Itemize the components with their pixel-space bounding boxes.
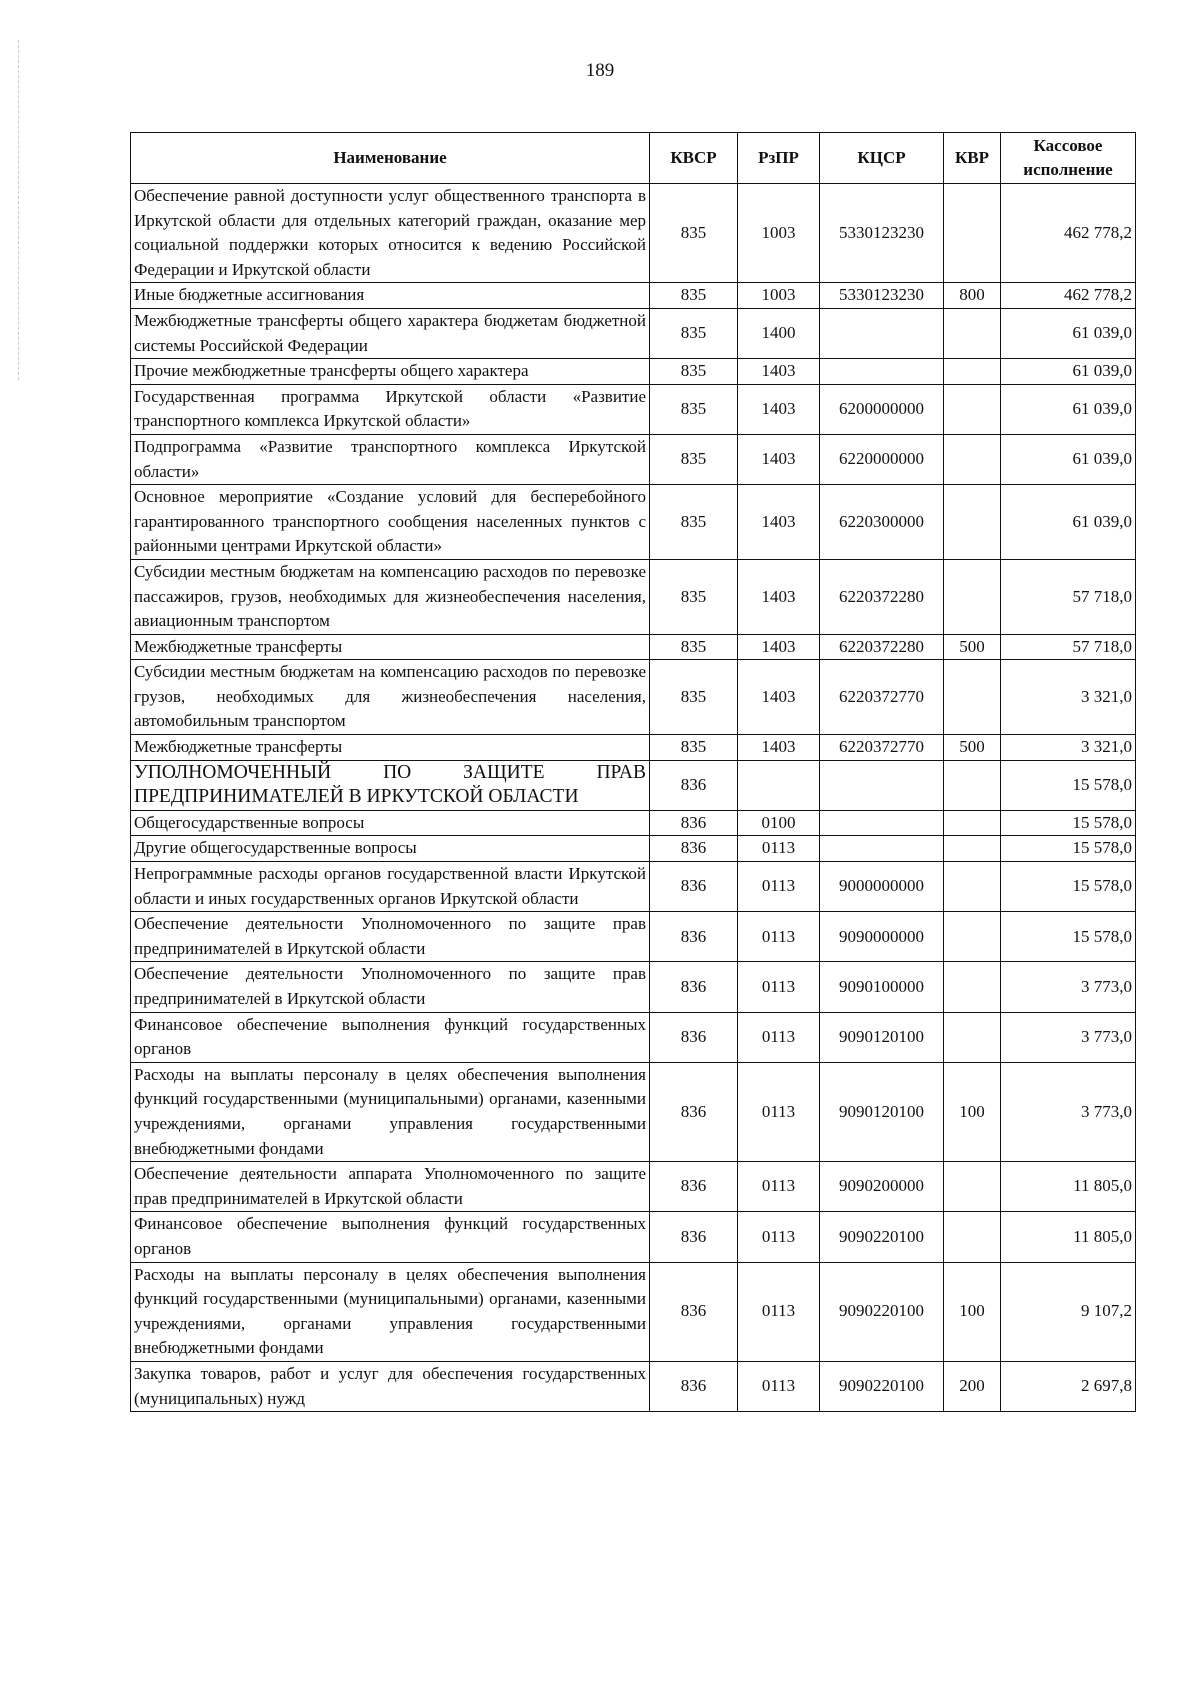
row-name-cell: Обеспечение деятельности Уполномоченного по защите прав предпринимателей в Иркутской области: [131, 962, 650, 1012]
table-row: [131, 485, 1136, 560]
row-name-cell: Обеспечение равной доступности услуг общественного транспорта в Иркутской области для отдельных категорий граждан, оказание мер социальной поддержки которых относится к ведению Российской Федерации и Иркутской области: [131, 184, 650, 283]
row-kvr-cell: [944, 434, 1001, 484]
header-kvr: КВР: [944, 133, 1001, 184]
row-rzpr-cell: 0113: [738, 962, 820, 1012]
row-kcsr-cell: 9090120100: [820, 1062, 944, 1161]
row-rzpr-cell: 0113: [738, 1361, 820, 1411]
table-row: [131, 559, 1136, 634]
row-kvsr-cell: 835: [650, 384, 738, 434]
row-rzpr-cell: 1403: [738, 735, 820, 761]
row-rzpr-cell: 1403: [738, 434, 820, 484]
row-amount-cell: 462 778,2: [1001, 283, 1136, 309]
table-row: [131, 434, 1136, 484]
table-row: [131, 862, 1136, 912]
row-kcsr-cell: [820, 359, 944, 385]
row-amount-cell: 9 107,2: [1001, 1262, 1136, 1361]
row-amount-cell: 3 321,0: [1001, 660, 1136, 735]
row-kcsr-cell: 6220000000: [820, 434, 944, 484]
row-kvr-cell: 800: [944, 283, 1001, 309]
row-kvsr-cell: 836: [650, 1212, 738, 1262]
header-name: Наименование: [131, 133, 650, 184]
row-rzpr-cell: 1400: [738, 308, 820, 358]
header-amount: Кассовое исполнение: [1001, 133, 1136, 184]
row-kcsr-cell: 6220300000: [820, 485, 944, 560]
row-name-cell: Расходы на выплаты персоналу в целях обеспечения выполнения функций государственными (муниципальными) органами, казенными учреждениями, органами управления государственными внебюджетными фондами: [131, 1262, 650, 1361]
row-amount-cell: 3 773,0: [1001, 1012, 1136, 1062]
row-kvr-cell: 500: [944, 735, 1001, 761]
row-amount-cell: 57 718,0: [1001, 634, 1136, 660]
header-kcsr: КЦСР: [820, 133, 944, 184]
table-row: [131, 1361, 1136, 1411]
row-amount-cell: 61 039,0: [1001, 384, 1136, 434]
row-kvr-cell: [944, 384, 1001, 434]
row-kvsr-cell: 836: [650, 1012, 738, 1062]
row-name-cell: Обеспечение деятельности Уполномоченного по защите прав предпринимателей в Иркутской области: [131, 912, 650, 962]
row-amount-cell: 57 718,0: [1001, 559, 1136, 634]
row-amount-cell: 462 778,2: [1001, 184, 1136, 283]
row-name-cell: Общегосударственные вопросы: [131, 810, 650, 836]
row-kvsr-cell: 836: [650, 862, 738, 912]
row-amount-cell: 15 578,0: [1001, 760, 1136, 810]
row-rzpr-cell: 0113: [738, 1262, 820, 1361]
row-name-cell: Расходы на выплаты персоналу в целях обеспечения выполнения функций государственными (муниципальными) органами, казенными учреждениями, органами управления государственными внебюджетными фондами: [131, 1062, 650, 1161]
row-amount-cell: 61 039,0: [1001, 485, 1136, 560]
budget-table: [130, 132, 1136, 1412]
table-body: [131, 184, 1136, 1412]
row-kcsr-cell: 9090120100: [820, 1012, 944, 1062]
row-kcsr-cell: 9090000000: [820, 912, 944, 962]
row-amount-cell: 61 039,0: [1001, 308, 1136, 358]
row-name-cell: Субсидии местным бюджетам на компенсацию расходов по перевозке грузов, необходимых для жизнеобеспечения населения, автомобильным транспортом: [131, 660, 650, 735]
row-kvr-cell: [944, 912, 1001, 962]
table-row: [131, 384, 1136, 434]
row-name-cell: Закупка товаров, работ и услуг для обеспечения государственных (муниципальных) нужд: [131, 1361, 650, 1411]
row-kvsr-cell: 835: [650, 359, 738, 385]
table-row: [131, 1262, 1136, 1361]
table-row: [131, 836, 1136, 862]
row-name-cell: Финансовое обеспечение выполнения функций государственных органов: [131, 1012, 650, 1062]
table-row: [131, 359, 1136, 385]
row-name-cell: Прочие межбюджетные трансферты общего характера: [131, 359, 650, 385]
row-kvr-cell: [944, 836, 1001, 862]
row-amount-cell: 3 773,0: [1001, 962, 1136, 1012]
table-row: [131, 760, 1136, 810]
row-kvr-cell: [944, 862, 1001, 912]
table-row: [131, 283, 1136, 309]
row-kvsr-cell: 835: [650, 634, 738, 660]
row-kcsr-cell: 6220372770: [820, 735, 944, 761]
row-name-cell: Другие общегосударственные вопросы: [131, 836, 650, 862]
header-rzpr: РзПР: [738, 133, 820, 184]
row-kcsr-cell: 5330123230: [820, 184, 944, 283]
row-kcsr-cell: [820, 836, 944, 862]
row-kvsr-cell: 835: [650, 559, 738, 634]
row-rzpr-cell: 0113: [738, 1062, 820, 1161]
table-row: [131, 962, 1136, 1012]
table-row: [131, 634, 1136, 660]
row-kcsr-cell: 6200000000: [820, 384, 944, 434]
row-name-cell: УПОЛНОМОЧЕННЫЙ ПО ЗАЩИТЕ ПРАВ ПРЕДПРИНИМАТЕЛЕЙ В ИРКУТСКОЙ ОБЛАСТИ: [131, 760, 650, 810]
row-kcsr-cell: 9000000000: [820, 862, 944, 912]
row-kvsr-cell: 836: [650, 760, 738, 810]
scan-margin-marks: [18, 40, 27, 380]
table-row: [131, 1062, 1136, 1161]
row-kvsr-cell: 836: [650, 962, 738, 1012]
row-rzpr-cell: 0100: [738, 810, 820, 836]
row-rzpr-cell: 1403: [738, 634, 820, 660]
row-rzpr-cell: 1403: [738, 559, 820, 634]
row-name-cell: Подпрограмма «Развитие транспортного комплекса Иркутской области»: [131, 434, 650, 484]
row-kvsr-cell: 836: [650, 836, 738, 862]
table-row: [131, 660, 1136, 735]
row-kvr-cell: [944, 962, 1001, 1012]
row-kcsr-cell: 9090220100: [820, 1212, 944, 1262]
row-kvsr-cell: 835: [650, 184, 738, 283]
row-rzpr-cell: 0113: [738, 1162, 820, 1212]
row-kvr-cell: [944, 1012, 1001, 1062]
row-rzpr-cell: 0113: [738, 862, 820, 912]
row-amount-cell: 3 321,0: [1001, 735, 1136, 761]
row-name-cell: Основное мероприятие «Создание условий для бесперебойного гарантированного транспортного сообщения населенных пунктов с районными центрами Иркутской области»: [131, 485, 650, 560]
row-kvsr-cell: 836: [650, 1262, 738, 1361]
row-rzpr-cell: 1403: [738, 660, 820, 735]
table-row: [131, 735, 1136, 761]
row-name-cell: Межбюджетные трансферты общего характера бюджетам бюджетной системы Российской Федерации: [131, 308, 650, 358]
row-name-cell: Обеспечение деятельности аппарата Уполномоченного по защите прав предпринимателей в Иркутской области: [131, 1162, 650, 1212]
row-rzpr-cell: 1403: [738, 359, 820, 385]
row-rzpr-cell: [738, 760, 820, 810]
table-row: [131, 912, 1136, 962]
row-kcsr-cell: 6220372770: [820, 660, 944, 735]
row-name-cell: Финансовое обеспечение выполнения функций государственных органов: [131, 1212, 650, 1262]
row-rzpr-cell: 1403: [738, 384, 820, 434]
table-row: [131, 1212, 1136, 1262]
row-kvsr-cell: 835: [650, 308, 738, 358]
row-kvr-cell: [944, 1162, 1001, 1212]
row-rzpr-cell: 1403: [738, 485, 820, 560]
row-kcsr-cell: 6220372280: [820, 634, 944, 660]
row-kvsr-cell: 836: [650, 1361, 738, 1411]
row-kvr-cell: [944, 485, 1001, 560]
row-kvr-cell: [944, 760, 1001, 810]
table-row: [131, 308, 1136, 358]
row-name-cell: Иные бюджетные ассигнования: [131, 283, 650, 309]
row-kvr-cell: 100: [944, 1062, 1001, 1161]
table-row: [131, 184, 1136, 283]
row-kvr-cell: 500: [944, 634, 1001, 660]
row-kvsr-cell: 835: [650, 735, 738, 761]
row-amount-cell: 15 578,0: [1001, 836, 1136, 862]
row-kcsr-cell: 9090220100: [820, 1262, 944, 1361]
row-amount-cell: 15 578,0: [1001, 810, 1136, 836]
row-kvr-cell: [944, 359, 1001, 385]
row-kcsr-cell: [820, 308, 944, 358]
row-kvr-cell: [944, 308, 1001, 358]
row-kvsr-cell: 835: [650, 485, 738, 560]
row-kcsr-cell: 6220372280: [820, 559, 944, 634]
row-name-cell: Межбюджетные трансферты: [131, 735, 650, 761]
row-amount-cell: 61 039,0: [1001, 359, 1136, 385]
row-kvr-cell: [944, 810, 1001, 836]
row-kvr-cell: [944, 559, 1001, 634]
row-amount-cell: 3 773,0: [1001, 1062, 1136, 1161]
row-kcsr-cell: 9090100000: [820, 962, 944, 1012]
row-rzpr-cell: 0113: [738, 1012, 820, 1062]
table-row: [131, 1012, 1136, 1062]
row-amount-cell: 15 578,0: [1001, 862, 1136, 912]
row-kvsr-cell: 836: [650, 1162, 738, 1212]
row-kvsr-cell: 835: [650, 283, 738, 309]
row-kvsr-cell: 835: [650, 434, 738, 484]
row-rzpr-cell: 0113: [738, 1212, 820, 1262]
header-kvsr: КВСР: [650, 133, 738, 184]
table-row: [131, 1162, 1136, 1212]
row-amount-cell: 61 039,0: [1001, 434, 1136, 484]
row-rzpr-cell: 1003: [738, 283, 820, 309]
row-rzpr-cell: 1003: [738, 184, 820, 283]
row-kvr-cell: 200: [944, 1361, 1001, 1411]
row-name-cell: Субсидии местным бюджетам на компенсацию расходов по перевозке пассажиров, грузов, необходимых для жизнеобеспечения населения, авиационным транспортом: [131, 559, 650, 634]
row-name-cell: Межбюджетные трансферты: [131, 634, 650, 660]
row-amount-cell: 11 805,0: [1001, 1162, 1136, 1212]
row-kvr-cell: [944, 660, 1001, 735]
row-name-cell: Государственная программа Иркутской области «Развитие транспортного комплекса Иркутской области»: [131, 384, 650, 434]
row-amount-cell: 2 697,8: [1001, 1361, 1136, 1411]
row-kvsr-cell: 836: [650, 810, 738, 836]
row-rzpr-cell: 0113: [738, 912, 820, 962]
row-kcsr-cell: [820, 810, 944, 836]
row-rzpr-cell: 0113: [738, 836, 820, 862]
row-kvr-cell: [944, 1212, 1001, 1262]
row-kvr-cell: 100: [944, 1262, 1001, 1361]
row-kcsr-cell: 9090220100: [820, 1361, 944, 1411]
row-amount-cell: 15 578,0: [1001, 912, 1136, 962]
table-row: [131, 810, 1136, 836]
row-kvsr-cell: 836: [650, 1062, 738, 1161]
row-name-cell: Непрограммные расходы органов государственной власти Иркутской области и иных государственных органов Иркутской области: [131, 862, 650, 912]
row-kcsr-cell: [820, 760, 944, 810]
row-amount-cell: 11 805,0: [1001, 1212, 1136, 1262]
row-kcsr-cell: 5330123230: [820, 283, 944, 309]
row-kvsr-cell: 836: [650, 912, 738, 962]
table-header-row: [131, 133, 1136, 184]
row-kvsr-cell: 835: [650, 660, 738, 735]
row-kcsr-cell: 9090200000: [820, 1162, 944, 1212]
page-number: 189: [585, 60, 615, 81]
row-kvr-cell: [944, 184, 1001, 283]
